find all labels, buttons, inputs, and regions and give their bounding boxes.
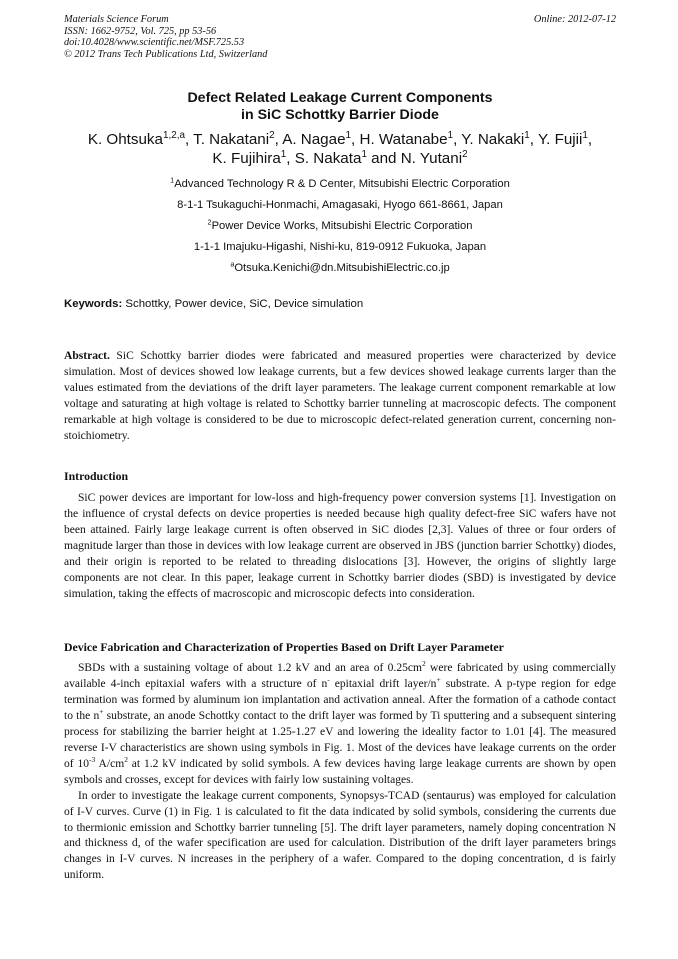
affiliation-2-address: 1-1-1 Imajuku-Higashi, Nishi-ku, 819-0912 Fukuoka, Japan	[193, 241, 487, 253]
author-affiliation-mark: 1	[447, 129, 454, 141]
affiliation-mark: 2	[207, 217, 212, 227]
author-name: K. Ohtsuka	[87, 131, 163, 148]
paper-title	[64, 90, 616, 124]
author-name: N. Yutani	[400, 150, 463, 167]
author-separator: ,	[184, 131, 194, 148]
doi-line: doi:10.4028/www.scientific.net/MSF.725.53	[64, 37, 245, 48]
author-email	[64, 261, 616, 275]
author-separator: ,	[274, 131, 283, 148]
author-line-2	[64, 149, 616, 168]
text-run: substrate. A p-type region for edge termination was formed by aluminum ion implantation and activation anneal. After the formation of a cathode contact to the n	[64, 677, 617, 722]
author-separator: and	[366, 150, 401, 167]
author-separator: ,	[453, 131, 462, 148]
author-separator: ,	[529, 131, 538, 148]
author-separator: ,	[351, 131, 360, 148]
abstract-label: Abstract.	[64, 350, 110, 362]
keywords-text: Schottky, Power device, SiC, Device simulation	[122, 298, 364, 310]
fabrication-paragraph-1	[64, 661, 616, 789]
email-text: Otsuka.Kenichi@dn.MitsubishiElectric.co.jp	[234, 262, 450, 274]
author-separator: ,	[587, 131, 593, 148]
text-run: epitaxial drift layer/n	[329, 677, 437, 690]
section-heading-fabrication: Device Fabrication and Characterization of Properties Based on Drift Layer Parameter	[64, 640, 504, 654]
author-affiliation-mark: 1	[280, 148, 287, 160]
author-separator: ,	[286, 150, 295, 167]
author-name: Y. Nakaki	[461, 131, 525, 148]
issn-line: ISSN: 1662-9752, Vol. 725, pp 53-56	[64, 25, 217, 37]
fabrication-body	[64, 661, 616, 884]
affiliation-text: Advanced Technology R & D Center, Mitsubishi Electric Corporation	[174, 178, 510, 190]
keywords	[64, 297, 616, 311]
author-name: H. Watanabe	[359, 131, 448, 148]
author-affiliation-mark: 1	[524, 129, 530, 141]
copyright-line: © 2012 Trans Tech Publications Ltd, Switzerland	[64, 48, 268, 60]
fabrication-paragraph-2: In order to investigate the leakage current components, Synopsys-TCAD (sentaurus) was employed for calculation of I-V curves. Curve (1) in Fig. 1 is calculated to fit the data indicated by solid symbols, considering the currents due to thermionic emission and Schottky barrier tunneling [5]. The drift layer parameters, namely doping concentration N and thickness d, of the wafer specification are used for calculation. Distribution of the drift layer parameters brings changes in I-V curves. N increases in the periphery of a wafer. Compared to the doping concentration, d is fairly uniform.	[64, 789, 616, 882]
text-run: A/cm	[95, 757, 125, 770]
introduction-paragraph: SiC power devices are important for low-loss and high-frequency power conversion systems [1]. Investigation on the influence of crystal defects on device properties is needed because high quality defect-free SiC wafers have not been attained. Fairly large leakage current is often observed in SiC diodes [2,3]. Values of three or four orders of magnitude larger than those in devices with low leakage current are observed in JBS (junction barrier Schottky) diodes, and their origin is reported to be related to threading dislocations [3]. However, the origins of slightly large components are not clear. In this paper, leakage current in Schottky barrier diodes (SBD) is investigated by device simulation, taking the effects of macroscopic and microscopic defects into consideration.	[64, 492, 616, 600]
author-affiliation-mark: 1,2,a	[162, 129, 185, 141]
superscript: 2	[124, 754, 128, 764]
section-heading-introduction: Introduction	[64, 469, 129, 483]
author-name: Y. Fujii	[537, 131, 583, 148]
superscript: 2	[421, 659, 426, 669]
text-run: were fabricated by using commercially available 4-inch epitaxial wafers with a structure of n	[64, 662, 616, 690]
author-name: T. Nakatani	[193, 131, 270, 148]
author-affiliation-mark: 1	[345, 129, 352, 141]
affiliation-mark: 1	[170, 175, 175, 185]
superscript: +	[436, 675, 441, 685]
affiliation-1-address: 8-1-1 Tsukaguchi-Honmachi, Amagasaki, Hyogo 661-8661, Japan	[177, 199, 503, 211]
author-affiliation-mark: 2	[269, 129, 275, 141]
journal-name: Materials Science Forum	[64, 14, 169, 25]
text-run: at 1.2 kV indicated by solid symbols. A few devices having large leakage currents are shown by open symbols and crosses, except for devices with fairly low sustaining voltages.	[64, 757, 616, 786]
email-mark: a	[230, 259, 235, 269]
author-line-1	[64, 130, 616, 149]
author-name: A. Nagae	[282, 131, 346, 148]
title-line-2: in SiC Schottky Barrier Diode	[241, 107, 439, 123]
author-name: S. Nakata	[294, 150, 362, 167]
author-affiliation-mark: 1	[582, 129, 588, 141]
journal-header	[64, 14, 616, 60]
affiliation-text: Power Device Works, Mitsubishi Electric Corporation	[211, 220, 473, 232]
affiliation-2-name	[64, 219, 616, 233]
superscript: +	[99, 707, 104, 717]
author-list	[64, 130, 616, 168]
author-affiliation-mark: 2	[462, 148, 468, 160]
author-name: K. Fujihira	[212, 150, 281, 167]
keywords-label: Keywords:	[64, 298, 123, 310]
superscript: -	[327, 675, 330, 685]
abstract-text: SiC Schottky barrier diodes were fabricated and measured properties were characterized by device simulation. Most of devices showed low leakage currents, but a few devices showed leakage currents larger than the values estimated from the deviations of the drift layer parameters. The leakage current component remarkable at low voltage and saturating at high voltage is related to Schottky barrier tunneling at macroscopic defects. The component remarkable at high voltage is considered to be due to microscopic defect-related generation current, concerning non-stoichiometry.	[64, 350, 616, 442]
affiliation-1-name	[64, 177, 616, 191]
introduction-body	[64, 491, 616, 603]
text-run: SBDs with a sustaining voltage of about 1.2 kV and an area of 0.25cm	[78, 662, 422, 674]
text-run: substrate, an anode Schottky contact to the drift layer was formed by Ti sputtering and a subsequent sintering process for stabilizing the barrier height at 1.25-1.27 eV and lowering the ideality factor to 1.01 [4]. The measured reverse I-V characteristics are shown using symbols in Fig. 1. Most of the devices have leakage currents on the order of 10	[64, 709, 616, 770]
author-affiliation-mark: 1	[361, 148, 367, 160]
superscript: -3	[89, 754, 96, 764]
abstract	[64, 349, 616, 445]
title-line-1: Defect Related Leakage Current Components	[187, 90, 493, 106]
online-date: Online: 2012-07-12	[533, 14, 616, 25]
